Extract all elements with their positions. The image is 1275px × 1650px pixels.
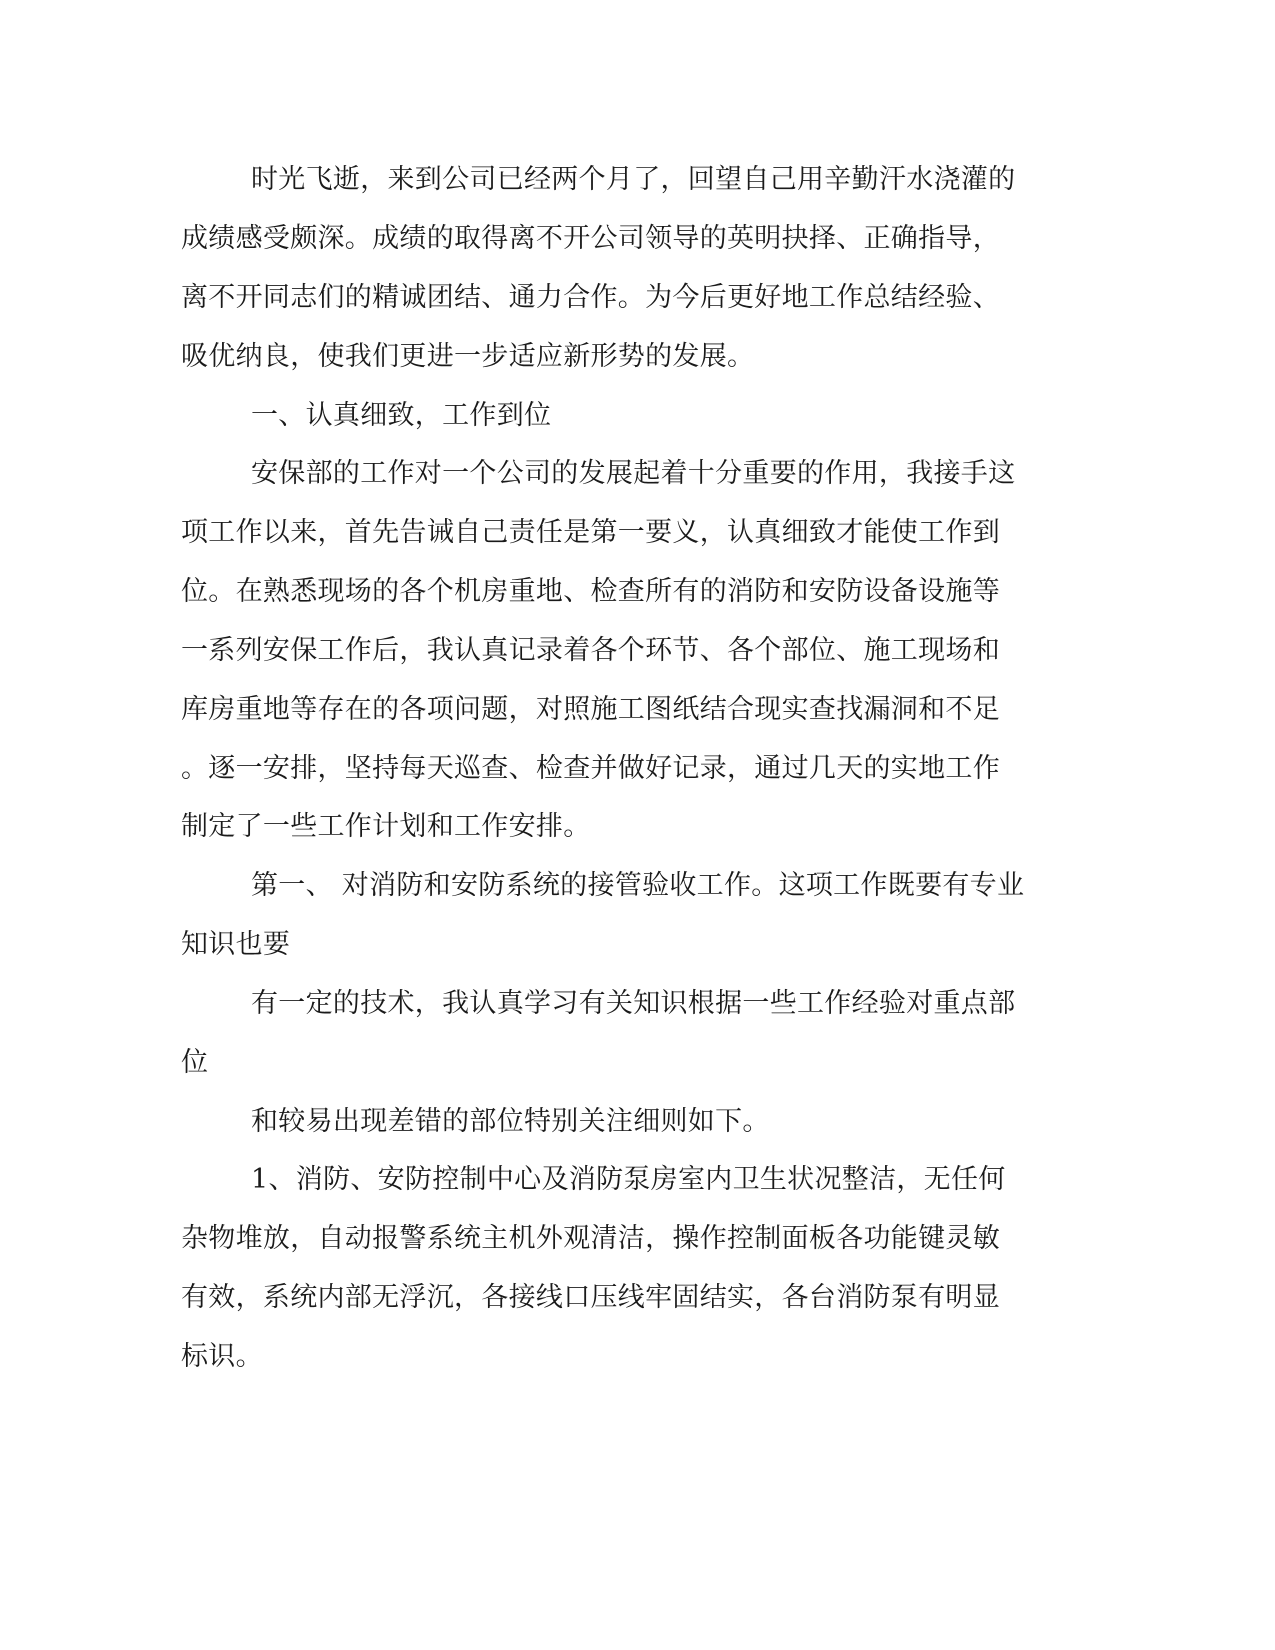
- text-line: 项工作以来，首先告诫自己责任是第一要义，认真细致才能使工作到: [181, 517, 1000, 548]
- text-line: 时光飞逝，来到公司已经两个月了，回望自己用辛勤汗水浇灌的: [251, 164, 1016, 195]
- text-line: 吸优纳良，使我们更进一步适应新形势的发展。: [181, 341, 755, 372]
- text-line: 位。在熟悉现场的各个机房重地、检查所有的消防和安防设备设施等: [181, 576, 1000, 607]
- text-line: 杂物堆放，自动报警系统主机外观清洁，操作控制面板各功能键灵敏: [181, 1223, 1000, 1254]
- text-line: 。逐一安排，坚持每天巡查、检查并做好记录，通过几天的实地工作: [181, 753, 1000, 784]
- text-line: 知识也要: [181, 929, 291, 960]
- text-line: 库房重地等存在的各项问题，对照施工图纸结合现实查找漏洞和不足: [181, 694, 1000, 725]
- text-line: 有效，系统内部无浮沉，各接线口压线牢固结实，各台消防泵有明显: [181, 1282, 1000, 1313]
- text-line: 一系列安保工作后，我认真记录着各个环节、各个部位、施工现场和: [181, 635, 1000, 666]
- text-line: 位: [181, 1047, 209, 1078]
- text-line: 和较易出现差错的部位特别关注细则如下。: [251, 1106, 770, 1137]
- text-line: 1、消防、安防控制中心及消防泵房室内卫生状况整洁，无任何: [251, 1164, 1006, 1195]
- text-line: 安保部的工作对一个公司的发展起着十分重要的作用，我接手这: [251, 458, 1016, 489]
- section-heading: 一、认真细致，工作到位: [251, 400, 552, 431]
- text-line: 离不开同志们的精诚团结、通力合作。为今后更好地工作总结经验、: [181, 282, 1000, 313]
- text-line: 第一、 对消防和安防系统的接管验收工作。这项工作既要有专业: [251, 870, 1025, 901]
- text-line: 标识。: [181, 1341, 263, 1372]
- text-line: 制定了一些工作计划和工作安排。: [181, 811, 591, 842]
- text-line: 有一定的技术，我认真学习有关知识根据一些工作经验对重点部: [251, 988, 1016, 1019]
- text-line: 成绩感受颇深。成绩的取得离不开公司领导的英明抉择、正确指导，: [181, 223, 1000, 254]
